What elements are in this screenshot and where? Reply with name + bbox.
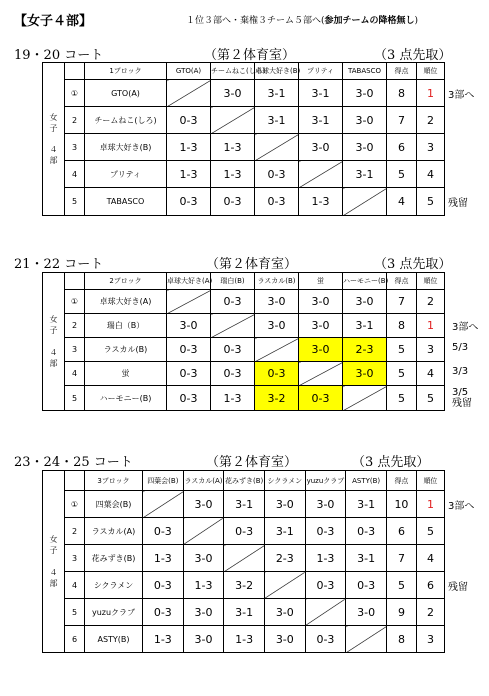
rank-cell: 5 (416, 518, 444, 545)
score-cell: 1-3 (299, 188, 343, 216)
score-cell: 0-3 (143, 518, 184, 545)
score-cell: 3-1 (346, 491, 387, 518)
points-cell: 8 (387, 80, 417, 107)
team-name: チームねこ(しろ) (85, 107, 167, 134)
format-label-3: （3 点先取） (352, 455, 430, 470)
score-cell: 3-0 (264, 626, 305, 653)
score-cell: 0-3 (299, 386, 343, 411)
court-label-3: 23・24・25 コート (14, 455, 133, 470)
diagonal-cell (211, 314, 255, 338)
row-index: 2 (65, 107, 85, 134)
team-name: ラスカル(B) (85, 338, 167, 362)
diagonal-cell (299, 362, 343, 386)
division-char: ４ (49, 347, 58, 357)
points-cell: 5 (387, 386, 417, 411)
score-cell: 3-2 (255, 386, 299, 411)
column-header: シクラメン (264, 471, 305, 491)
division-char: 子 (49, 123, 58, 133)
division-char: ４ (49, 567, 58, 577)
score-cell: 0-3 (167, 338, 211, 362)
rank-label-header: 順位 (417, 273, 445, 290)
rank-cell: 3 (416, 626, 444, 653)
score-cell: 0-3 (143, 599, 184, 626)
division-char: ４ (49, 145, 58, 154)
division-char: 子 (49, 546, 58, 556)
division-char: 女 (49, 535, 58, 545)
division-label (43, 471, 65, 653)
row-index: 3 (65, 134, 85, 161)
row-index: 5 (65, 599, 85, 626)
diagonal-cell (143, 491, 184, 518)
score-cell: 0-3 (255, 188, 299, 216)
diagonal-cell (343, 386, 387, 411)
points-cell: 8 (387, 314, 417, 338)
column-header: プリティ (299, 63, 343, 80)
rank-label-header: 順位 (417, 63, 445, 80)
score-cell: 3-2 (224, 572, 265, 599)
column-header: 花みずき(B) (224, 471, 265, 491)
score-cell: 3-0 (343, 134, 387, 161)
score-cell: 0-3 (255, 362, 299, 386)
row-index: 5 (65, 188, 85, 216)
points-cell: 6 (386, 518, 416, 545)
team-name: ASTY(B) (85, 626, 143, 653)
table-row (43, 338, 445, 362)
rank-cell: 4 (417, 161, 445, 188)
score-cell: 3-0 (183, 599, 224, 626)
table-row (43, 314, 445, 338)
rank-cell: 3 (417, 338, 445, 362)
table-row (43, 386, 445, 411)
row-index: ① (65, 491, 85, 518)
score-cell: 3-0 (346, 599, 387, 626)
division-char: 部 (49, 358, 58, 368)
score-cell: 3-0 (343, 80, 387, 107)
score-cell: 3-0 (343, 107, 387, 134)
rank-cell: 4 (417, 362, 445, 386)
diagonal-cell (343, 188, 387, 216)
score-cell: 3-0 (264, 491, 305, 518)
table-row (43, 134, 445, 161)
score-cell: 3-0 (167, 314, 211, 338)
court-label-1: 19・20 コート (14, 48, 104, 63)
row-index: ① (65, 290, 85, 314)
row-index: 2 (65, 518, 85, 545)
column-header: 卓球大好き(A) (167, 273, 211, 290)
rank-cell: 2 (416, 599, 444, 626)
score-cell: 0-3 (305, 518, 346, 545)
score-cell: 0-3 (167, 188, 211, 216)
score-cell: 3-0 (299, 134, 343, 161)
score-cell: 3-0 (211, 80, 255, 107)
division-label (43, 63, 65, 216)
score-cell: 1-3 (167, 134, 211, 161)
score-cell: 0-3 (211, 362, 255, 386)
score-cell: 1-3 (211, 134, 255, 161)
diagonal-cell (211, 107, 255, 134)
column-header: 瑞白(B) (211, 273, 255, 290)
table-row (43, 518, 445, 545)
division-char: 女 (49, 315, 58, 325)
header-corner (65, 63, 85, 80)
column-header: GTO(A) (167, 63, 211, 80)
score-cell: 1-3 (211, 386, 255, 411)
score-cell: 0-3 (211, 188, 255, 216)
column-header: 蛍 (299, 273, 343, 290)
score-cell: 1-3 (224, 626, 265, 653)
court-label-2: 21・22 コート (14, 257, 104, 272)
score-cell: 3-0 (343, 362, 387, 386)
rank-cell: 6 (416, 572, 444, 599)
points-cell: 7 (387, 290, 417, 314)
row-index: 4 (65, 362, 85, 386)
score-cell: 3-1 (343, 314, 387, 338)
row-index: 2 (65, 314, 85, 338)
division-label (43, 273, 65, 411)
score-cell: 1-3 (305, 545, 346, 572)
row-side-note (452, 387, 472, 409)
block-label: 3ブロック (85, 471, 143, 491)
rules-note: １位３部へ・棄権３チーム５部へ(参加チームの降格無し) (186, 16, 419, 26)
row-index: 5 (65, 386, 85, 411)
score-cell: 3-0 (299, 314, 343, 338)
row-side-note: 5/3 (452, 342, 469, 353)
score-cell: 3-0 (264, 599, 305, 626)
rank-cell: 2 (417, 290, 445, 314)
score-cell: 3-1 (346, 545, 387, 572)
column-header: ラスカル(A) (183, 471, 224, 491)
score-cell: 2-3 (264, 545, 305, 572)
rank-cell: 5 (417, 188, 445, 216)
score-cell: 3-0 (183, 626, 224, 653)
score-cell: 0-3 (167, 362, 211, 386)
column-header: ASTY(B) (346, 471, 387, 491)
points-cell: 5 (387, 338, 417, 362)
points-cell: 5 (386, 572, 416, 599)
points-cell: 10 (386, 491, 416, 518)
row-side-note: 3部へ (452, 322, 479, 333)
score-cell: 0-3 (346, 518, 387, 545)
points-cell: 5 (387, 362, 417, 386)
score-cell: 3-0 (343, 290, 387, 314)
row-side-note: 3/3 (452, 366, 469, 377)
division-char: 女 (49, 112, 58, 122)
team-name: 瑞白（B） (85, 314, 167, 338)
format-label-2: （3 点先取） (374, 257, 452, 272)
score-cell: 0-3 (143, 572, 184, 599)
points-cell: 5 (387, 161, 417, 188)
score-cell: 3-1 (224, 599, 265, 626)
score-cell: 0-3 (167, 107, 211, 134)
points-cell: 7 (386, 545, 416, 572)
row-index: ① (65, 80, 85, 107)
rank-cell: 1 (417, 314, 445, 338)
points-cell: 6 (387, 134, 417, 161)
score-cell: 3-1 (299, 80, 343, 107)
row-index: 3 (65, 338, 85, 362)
gym-label-1: （第２体育室） (204, 48, 296, 63)
column-header: 四葉会(B) (143, 471, 184, 491)
score-cell: 1-3 (183, 572, 224, 599)
diagonal-cell (167, 80, 211, 107)
block-label: 2ブロック (85, 273, 167, 290)
team-name: 卓球大好き(B) (85, 134, 167, 161)
team-name: ハーモニー(B) (85, 386, 167, 411)
diagonal-cell (255, 338, 299, 362)
division-char: 子 (49, 326, 58, 336)
score-cell: 0-3 (167, 386, 211, 411)
score-cell: 1-3 (143, 545, 184, 572)
column-header: TABASCO (343, 63, 387, 80)
team-name: 四葉会(B) (85, 491, 143, 518)
league-table-block2 (42, 272, 445, 411)
score-cell: 3-0 (255, 290, 299, 314)
column-header: ラスカル(B) (255, 273, 299, 290)
row-side-note: 3部へ (448, 500, 475, 512)
diagonal-cell (305, 599, 346, 626)
score-cell: 3-0 (305, 491, 346, 518)
score-cell: 3-1 (343, 161, 387, 188)
score-cell: 3-1 (264, 518, 305, 545)
header-corner (65, 471, 85, 491)
row-index: 4 (65, 161, 85, 188)
points-label-header: 得点 (386, 471, 416, 491)
column-header: チームねこ(しろ) (211, 63, 255, 80)
table-row (43, 161, 445, 188)
rank-cell: 1 (416, 491, 444, 518)
diagonal-cell (299, 161, 343, 188)
rank-cell: 4 (416, 545, 444, 572)
side-note-line: 残留 (452, 397, 472, 409)
league-table-block1 (42, 62, 445, 216)
table-row (43, 188, 445, 216)
row-index: 3 (65, 545, 85, 572)
row-index: 4 (65, 572, 85, 599)
diagonal-cell (224, 545, 265, 572)
team-name: プリティ (85, 161, 167, 188)
row-side-note: 残留 (448, 581, 468, 593)
division-char: 部 (49, 156, 58, 166)
table-row (43, 545, 445, 572)
score-cell: 1-3 (211, 161, 255, 188)
score-cell: 3-0 (183, 545, 224, 572)
score-cell: 3-0 (299, 290, 343, 314)
score-cell: 0-3 (255, 161, 299, 188)
rank-cell: 3 (417, 134, 445, 161)
score-cell: 0-3 (211, 338, 255, 362)
score-cell: 3-1 (255, 107, 299, 134)
column-header: yuzuクラブ (305, 471, 346, 491)
score-cell: 3-0 (299, 338, 343, 362)
format-label-1: （3 点先取） (374, 48, 452, 63)
diagonal-cell (346, 626, 387, 653)
team-name: yuzuクラブ (85, 599, 143, 626)
diagonal-cell (264, 572, 305, 599)
score-cell: 1-3 (143, 626, 184, 653)
row-index: 6 (65, 626, 85, 653)
team-name: 卓球大好き(A) (85, 290, 167, 314)
team-name: ラスカル(A) (85, 518, 143, 545)
block-label: 1ブロック (85, 63, 167, 80)
table-row (43, 362, 445, 386)
column-header: ハーモニー(B) (343, 273, 387, 290)
score-cell: 3-0 (255, 314, 299, 338)
row-side-note: 3部へ (448, 89, 475, 101)
league-table-block3 (42, 470, 445, 653)
score-cell: 0-3 (305, 626, 346, 653)
team-name: GTO(A) (85, 80, 167, 107)
side-note-line: 3/5 (452, 386, 469, 398)
rank-cell: 5 (417, 386, 445, 411)
team-name: TABASCO (85, 188, 167, 216)
header-corner (65, 273, 85, 290)
score-cell: 3-0 (183, 491, 224, 518)
page-title: 【女子４部】 (14, 14, 93, 29)
row-side-note: 残留 (448, 198, 468, 209)
table-row (43, 572, 445, 599)
points-label-header: 得点 (387, 63, 417, 80)
diagonal-cell (183, 518, 224, 545)
gym-label-3: （第２体育室） (206, 455, 298, 470)
gym-label-2: （第２体育室） (206, 257, 298, 272)
team-name: シクラメン (85, 572, 143, 599)
diagonal-cell (167, 290, 211, 314)
score-cell: 1-3 (167, 161, 211, 188)
column-header: 卓球大好き(B) (255, 63, 299, 80)
division-char: 部 (49, 578, 58, 588)
score-cell: 2-3 (343, 338, 387, 362)
points-cell: 8 (386, 626, 416, 653)
table-row (43, 290, 445, 314)
score-cell: 0-3 (224, 518, 265, 545)
points-cell: 9 (386, 599, 416, 626)
table-row (43, 599, 445, 626)
table-row (43, 80, 445, 107)
team-name: 花みずき(B) (85, 545, 143, 572)
score-cell: 3-1 (299, 107, 343, 134)
points-cell: 7 (387, 107, 417, 134)
score-cell: 0-3 (211, 290, 255, 314)
points-cell: 4 (387, 188, 417, 216)
score-cell: 0-3 (346, 572, 387, 599)
rank-cell: 2 (417, 107, 445, 134)
rank-cell: 1 (417, 80, 445, 107)
table-row (43, 491, 445, 518)
points-label-header: 得点 (387, 273, 417, 290)
score-cell: 0-3 (305, 572, 346, 599)
diagonal-cell (255, 134, 299, 161)
team-name: 蛍 (85, 362, 167, 386)
score-cell: 3-1 (224, 491, 265, 518)
score-cell: 3-1 (255, 80, 299, 107)
table-row (43, 626, 445, 653)
table-row (43, 107, 445, 134)
rank-label-header: 順位 (416, 471, 444, 491)
